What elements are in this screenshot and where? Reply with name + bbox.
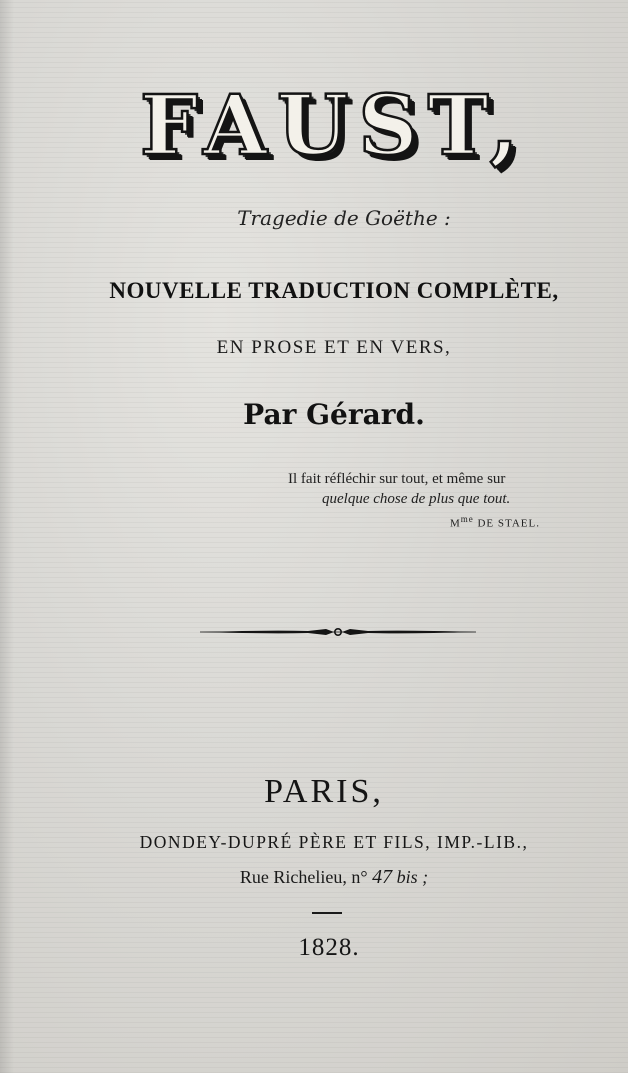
book-title: FAUST, bbox=[139, 78, 529, 174]
publication-year: 1828. bbox=[298, 934, 360, 961]
epigraph-attribution bbox=[288, 509, 588, 534]
attribution-sup: me bbox=[460, 514, 474, 524]
format-line: EN PROSE ET EN VERS, bbox=[216, 337, 452, 358]
city: PARIS, bbox=[264, 773, 384, 810]
divider-rule bbox=[312, 912, 342, 914]
address-suffix: bis ; bbox=[392, 867, 429, 887]
epigraph-line-1: Il fait réfléchir sur tout, et même sur bbox=[288, 471, 506, 487]
epigraph-line-2: quelque chose de plus que tout. bbox=[322, 491, 511, 507]
subtitle: Tragedie de Goëthe : bbox=[237, 206, 451, 230]
author-line: Par Gérard. bbox=[243, 398, 425, 431]
address-street: Rue Richelieu, n° bbox=[239, 867, 373, 887]
publisher: DONDEY-DUPRÉ PÈRE ET FILS, IMP.-LIB., bbox=[139, 832, 529, 852]
epigraph bbox=[288, 469, 588, 534]
attribution-name: DE STAEL. bbox=[473, 517, 540, 530]
address bbox=[0, 866, 628, 889]
ornamental-rule-icon bbox=[198, 622, 478, 642]
address-number: 47 bbox=[372, 866, 393, 888]
translation-line: NOUVELLE TRADUCTION COMPLÈTE, bbox=[109, 278, 559, 303]
attribution-prefix: M bbox=[449, 517, 461, 530]
